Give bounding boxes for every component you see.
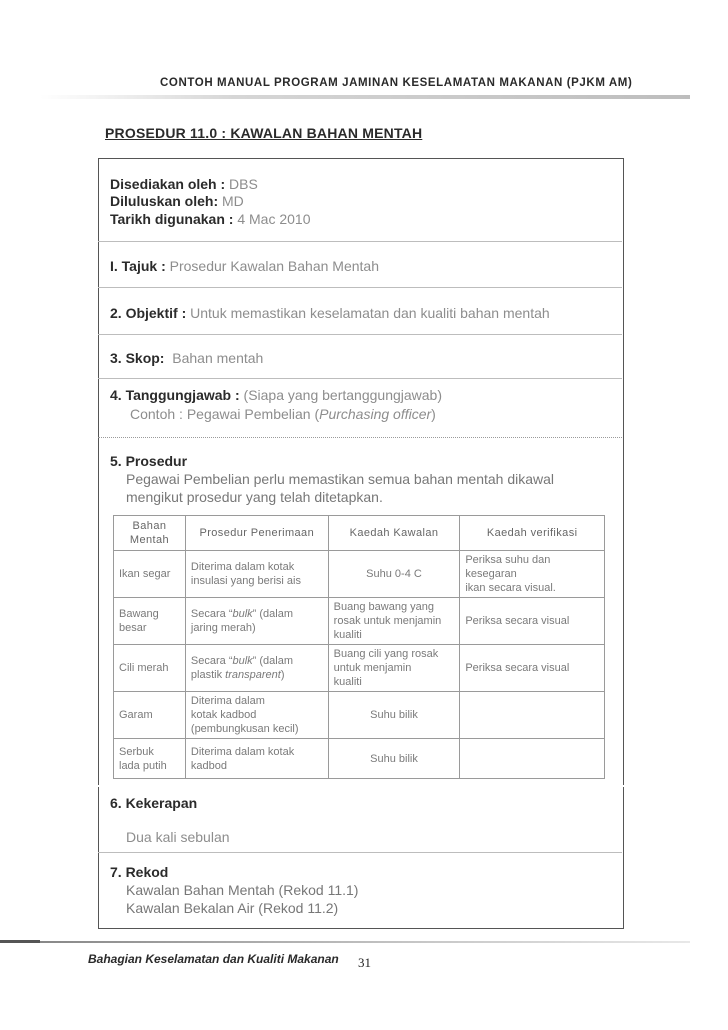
cell-verifikasi: Periksa secara visual (460, 598, 605, 645)
footer-rule-accent (0, 940, 40, 943)
footer-department: Bahagian Keselamatan dan Kualiti Makanan (88, 952, 339, 966)
cell-verifikasi (460, 739, 605, 779)
prosedur-text-2: mengikut prosedur yang telah ditetapkan. (126, 489, 383, 505)
prepared-by: Disediakan oleh : DBS (110, 176, 258, 192)
cell-kawalan: Buang bawang yang rosak untuk menjamin kualiti (328, 598, 460, 645)
approved-by: Diluluskan oleh: MD (110, 193, 244, 209)
cell-kawalan: Suhu bilik (328, 692, 460, 739)
prosedur-text-1: Pegawai Pembelian perlu memastikan semua bahan mentah dikawal (126, 471, 555, 487)
divider (98, 437, 622, 438)
col-header-kawalan: Kaedah Kawalan (328, 516, 460, 551)
tanggungjawab-example: Contoh : Pegawai Pembelian (Purchasing officer) (130, 406, 436, 422)
divider (98, 852, 622, 853)
section-prosedur-label: 5. Prosedur (110, 453, 188, 469)
procedure-title: PROSEDUR 11.0 : KAWALAN BAHAN MENTAH (105, 125, 423, 141)
cell-kawalan: Suhu 0-4 C (328, 551, 460, 598)
cell-verifikasi (460, 692, 605, 739)
cell-kawalan: Buang cili yang rosak untuk menjamin kualiti (328, 645, 460, 692)
cell-bahan: Cili merah (114, 645, 186, 692)
cell-kawalan: Suhu bilik (328, 739, 460, 779)
table-row (114, 551, 605, 598)
section-tanggungjawab: 4. Tanggungjawab : (Siapa yang bertanggungjawab) (110, 387, 443, 403)
cell-bahan: Serbuk lada putih (114, 739, 186, 779)
divider (98, 287, 622, 288)
section-skop: 3. Skop: Bahan mentah (110, 350, 264, 366)
section-rekod-label: 7. Rekod (110, 864, 169, 880)
col-header-verifikasi: Kaedah verifikasi (460, 516, 605, 551)
cell-penerimaan: Diterima dalam kotak insulasi yang berisi ais (185, 551, 328, 598)
page-number: 31 (358, 955, 371, 970)
cell-verifikasi: Periksa secara visual (460, 645, 605, 692)
header-rule (40, 95, 690, 99)
procedure-table (113, 515, 605, 779)
divider (98, 241, 622, 242)
date-used: Tarikh digunakan : 4 Mac 2010 (110, 211, 311, 227)
table-header-row (114, 516, 605, 551)
table-row (114, 692, 605, 739)
table-row (114, 739, 605, 779)
cell-penerimaan: Secara “bulk” (dalam plastik transparent) (185, 645, 328, 692)
cell-bahan: Bawang besar (114, 598, 186, 645)
cell-bahan: Ikan segar (114, 551, 186, 598)
cell-penerimaan: Secara “bulk” (dalam jaring merah) (185, 598, 328, 645)
rekod-item-1: Kawalan Bahan Mentah (Rekod 11.1) (126, 882, 359, 898)
running-header: CONTOH MANUAL PROGRAM JAMINAN KESELAMATAN MAKANAN (PJKM AM) (160, 77, 633, 89)
kekerapan-value: Dua kali sebulan (126, 829, 230, 845)
col-header-bahan: Bahan Mentah (114, 516, 186, 551)
section-tajuk: I. Tajuk : Prosedur Kawalan Bahan Mentah (110, 258, 379, 274)
cell-bahan: Garam (114, 692, 186, 739)
cell-verifikasi: Periksa suhu dan kesegaran ikan secara visual. (460, 551, 605, 598)
table-row (114, 598, 605, 645)
divider (98, 378, 622, 379)
cell-penerimaan: Diterima dalam kotak kadbod (185, 739, 328, 779)
divider (98, 334, 622, 335)
section-kekerapan-label: 6. Kekerapan (110, 795, 198, 811)
cell-penerimaan: Diterima dalam kotak kadbod (pembungkusan kecil) (185, 692, 328, 739)
col-header-penerimaan: Prosedur Penerimaan (185, 516, 328, 551)
footer-rule (40, 941, 690, 943)
section-objektif: 2. Objektif : Untuk memastikan keselamatan dan kualiti bahan mentah (110, 305, 550, 321)
table-row (114, 645, 605, 692)
rekod-item-2: Kawalan Bekalan Air (Rekod 11.2) (126, 900, 339, 916)
